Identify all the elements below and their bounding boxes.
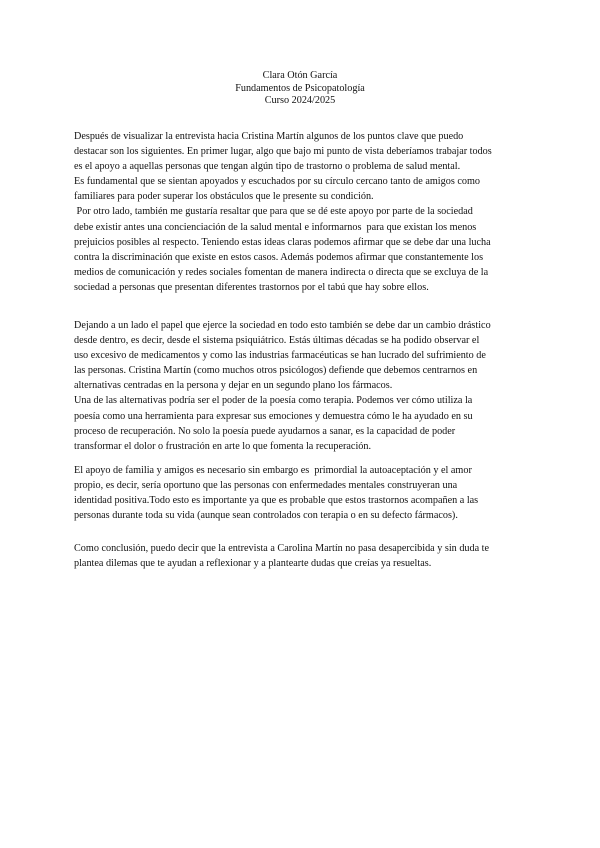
paragraph-block-2: [74, 318, 544, 454]
text-line: El apoyo de familia y amigos es necesario sin embargo es primordial la autoaceptación y el amor: [74, 465, 472, 476]
text-line: poesía como una herramienta para expresar sus emociones y demuestra cómo le ha ayudado en su: [74, 410, 473, 422]
text-line: debe existir antes una concienciación de la salud mental e informarnos para que existan los menos: [74, 221, 477, 233]
course-year: Curso 2024/2025: [264, 95, 336, 106]
text-line: uso excesivo de medicamentos y como las industrias farmacéuticas se han lucrado del sufrimiento de: [74, 350, 486, 362]
paragraph-block-4: [74, 541, 544, 571]
subject-title: Fundamentos de Psicopatología: [235, 82, 365, 94]
text-line: contra la discriminación que existe en estos casos. Además podemos afirmar que constantemente los: [74, 251, 484, 263]
text-line: Dejando a un lado el papel que ejerce la sociedad en todo esto también se debe dar un cambio drástico: [74, 320, 491, 331]
document-header: [0, 70, 600, 108]
text-line: medios de comunicación y redes sociales fomentan de manera indirecta o directa que se excluya de la: [74, 266, 489, 278]
text-line: proceso de recuperación. No solo la poesía puede ayudarnos a sanar, es la capacidad de poder: [74, 425, 456, 437]
text-line: Como conclusión, puedo decir que la entrevista a Carolina Martín no pasa desapercibida y sin duda te: [74, 543, 490, 554]
text-line: desde dentro, es decir, desde el sistema psiquiátrico. Estás últimas décadas se ha podido observar el: [74, 335, 480, 347]
text-line: familiares para poder superar los obstáculos que le presente su condición.: [74, 191, 374, 203]
text-line: alternativas centradas en la persona y dejar en un segundo plano los fármacos.: [74, 380, 393, 392]
text-line: prejuicios posibles al respecto. Teniendo estas ideas claras podemos afirmar que se debe dar una lucha: [74, 236, 491, 248]
text-line: las personas. Cristina Martín (como muchos otros psicólogos) defiende que debemos centrarnos en: [74, 365, 478, 377]
paragraph-block-3: [74, 463, 544, 523]
text-line: transformar el dolor o frustración en arte lo que fomenta la recuperación.: [74, 440, 372, 452]
text-line: Por otro lado, también me gustaría resaltar que para que se dé este apoyo por parte de la sociedad: [74, 206, 473, 218]
text-line: es el apoyo a aquellas personas que tengan algún tipo de trastorno o problema de salud mental.: [74, 161, 461, 173]
text-line: destacar son los siguientes. En primer lugar, algo que bajo mi punto de vista deberíamos trabajar todos: [74, 146, 492, 158]
text-line: personas durante toda su vida (aunque sean controlados con terapia o en su defecto fármacos).: [74, 510, 458, 522]
text-line: plantea dilemas que te ayudan a reflexionar y a plantearte dudas que creías ya resueltas.: [74, 558, 432, 570]
text-line: sociedad a personas que presentan diferentes trastornos por el tabú que hay sobre ellos.: [74, 281, 429, 293]
text-line: Después de visualizar la entrevista hacia Cristina Martín algunos de los puntos clave que puedo: [74, 131, 464, 142]
text-line: Es fundamental que se sientan apoyados y escuchados por su círculo cercano tanto de amigos como: [74, 176, 480, 188]
text-line: propio, es decir, sería oportuno que las personas con enfermedades mentales construyeran una: [74, 480, 458, 492]
author-name: Clara Otón García: [262, 70, 338, 81]
paragraph-block-1: [74, 129, 544, 295]
text-line: identidad positiva.Todo esto es importante ya que es probable que estos trastornos acompañen a las: [74, 495, 479, 507]
text-line: Una de las alternativas podría ser el poder de la poesía como terapia. Podemos ver cómo utiliza la: [74, 395, 473, 407]
